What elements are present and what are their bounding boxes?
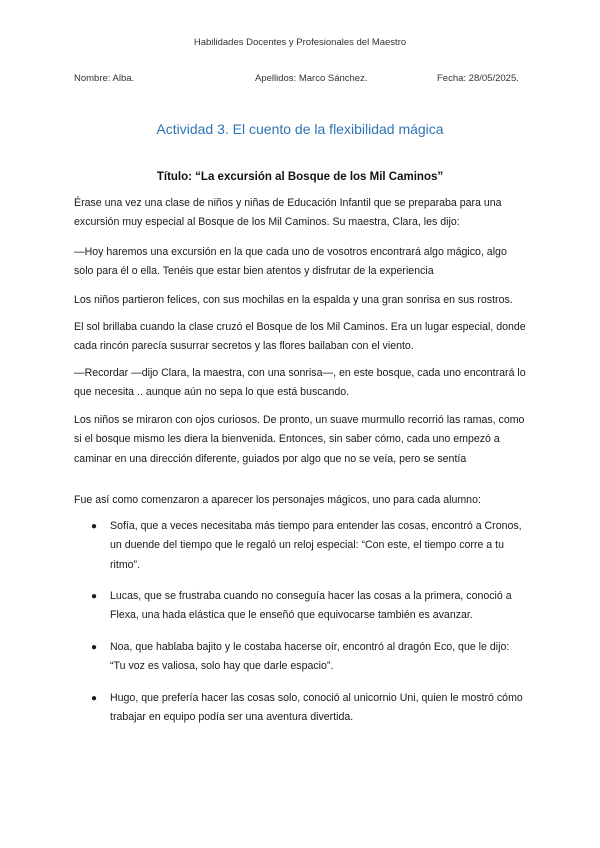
paragraph: Érase una vez una clase de niños y niñas de Educación Infantil que se preparaba para una excursión muy especial al Bosque de los Mil Caminos. Su maestra, Clara, les dijo:	[74, 197, 502, 229]
paragraph: Fue así como comenzaron a aparecer los personajes mágicos, uno para cada alumno:	[74, 494, 481, 506]
page-header: Habilidades Docentes y Profesionales del Maestro	[193, 37, 407, 48]
list-item-text: Noa, que hablaba bajito y le costaba hacerse oír, encontró al dragón Eco, que le dijo: “Tu voz es valiosa, solo hay que darle espacio”.	[110, 641, 510, 673]
activity-title: Actividad 3. El cuento de la flexibilidad mágica	[156, 121, 444, 137]
bullet-icon: ●	[91, 591, 98, 602]
list-item-text: Lucas, que se frustraba cuando no conseguía hacer las cosas a la primera, conoció a Flexa, una hada elástica que le enseñó que equivocarse también es avanzar.	[110, 590, 512, 622]
document-date: Fecha: 28/05/2025.	[437, 73, 519, 84]
bullet-icon: ●	[91, 693, 98, 704]
bullet-icon: ●	[91, 642, 98, 653]
paragraph: —Hoy haremos una excursión en la que cada uno de vosotros encontrará algo mágico, algo solo para él o ella. Tenéis que estar bien atentos y disfrutar de la experiencia	[74, 246, 507, 278]
bullet-icon: ●	[91, 521, 98, 532]
story-title: Título: “La excursión al Bosque de los Mil Caminos”	[156, 171, 444, 183]
paragraph: —Recordar —dijo Clara, la maestra, con una sonrisa—, en este bosque, cada uno encontrará lo que necesita .. aunque aún no sepa lo que está buscando.	[74, 367, 526, 399]
paragraph: Los niños se miraron con ojos curiosos. De pronto, un suave murmullo recorrió las ramas, como si el bosque mismo les diera la bienvenida. Entonces, sin saber cómo, cada uno empezó a caminar en una dirección diferente, guiados por algo que no se veía, pero se sentía	[74, 414, 525, 465]
paragraph: Los niños partieron felices, con sus mochilas en la espalda y una gran sonrisa en sus rostros.	[74, 294, 513, 306]
student-surname: Apellidos: Marco Sánchez.	[255, 73, 368, 84]
list-item-text: Sofía, que a veces necesitaba más tiempo para entender las cosas, encontró a Cronos, un duende del tiempo que le regaló un reloj especial: “Con este, el tiempo corre a tu ritmo”.	[110, 520, 522, 571]
paragraph: El sol brillaba cuando la clase cruzó el Bosque de los Mil Caminos. Era un lugar especial, donde cada rincón parecía susurrar secretos y las flores bailaban con el viento.	[74, 321, 526, 353]
list-item-text: Hugo, que prefería hacer las cosas solo, conoció al unicornio Uni, quien le mostró cómo trabajar en equipo podía ser una aventura divertida.	[110, 692, 523, 724]
student-name: Nombre: Alba.	[74, 73, 135, 84]
